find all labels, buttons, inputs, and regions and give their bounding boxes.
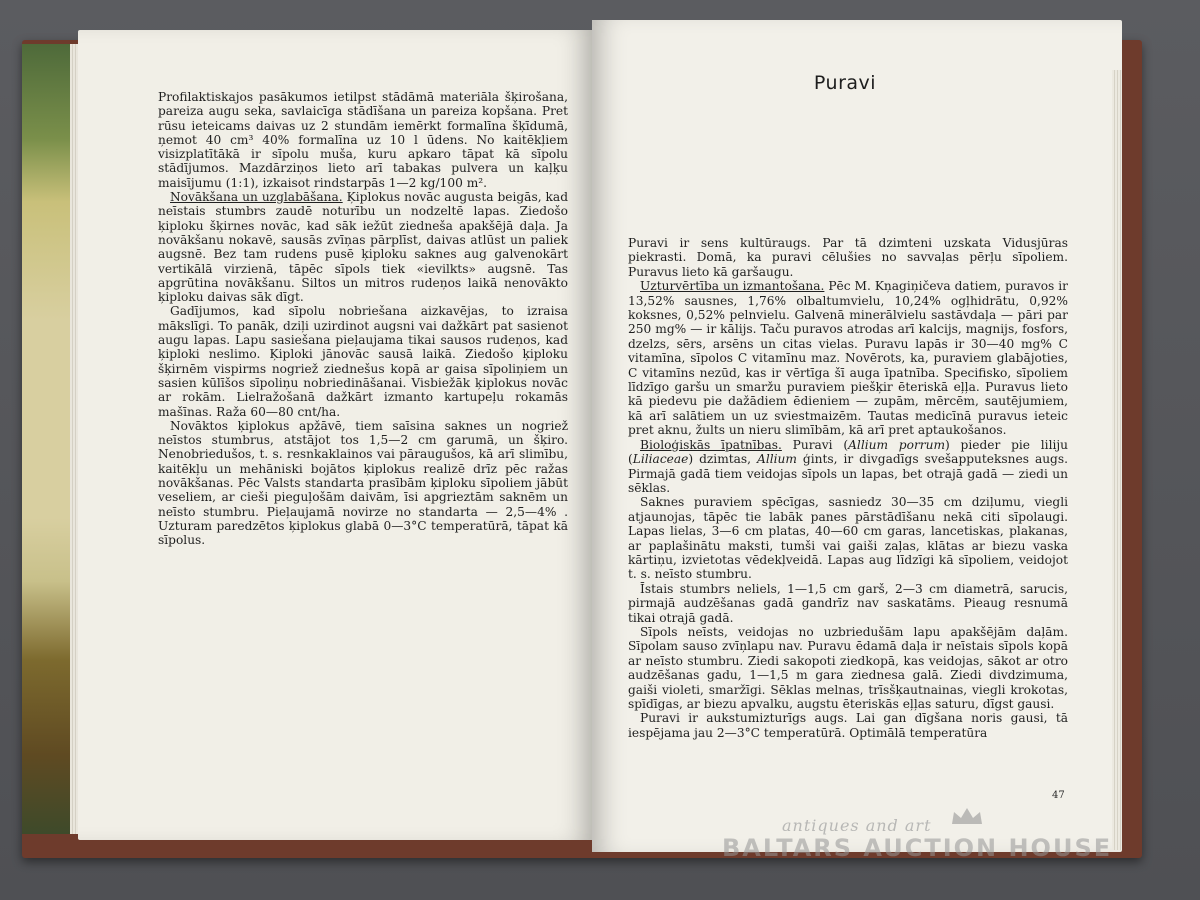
- harvest-heading: Novākšana un uzglabāšana.: [170, 190, 343, 205]
- left-paragraph-2: [158, 190, 568, 304]
- biology-text-c: ) dzimtas,: [688, 452, 758, 467]
- genus-name: Allium: [757, 452, 797, 467]
- right-paragraph-5: Īstais stumbrs neliels, 1—1,5 cm garš, 2—3 cm diametrā, sarucis, pirmajā audzēšanas gadā gandrīz nav saskatāms. Pieaug resnumā tikai otrajā gadā.: [628, 581, 1068, 625]
- biology-text-b: ) pieder pie liliju (: [628, 437, 1068, 467]
- species-name: Allium porrum: [848, 437, 946, 452]
- nutrition-heading: Uzturvērtība un izmantošana.: [640, 279, 825, 294]
- biology-text-d: ģints, ir divgadīgs svešapputeksnes augs. Pirmajā gadā tiem veidojas sīpols un lapas, bet otrajā gadā — ziedi un sēklas.: [628, 452, 1068, 495]
- left-page-text: [158, 90, 568, 548]
- biology-heading: Bioloģiskās īpatnības.: [640, 437, 782, 452]
- watermark-tagline: antiques and art: [782, 816, 932, 835]
- harvest-text: Ķiplokus novāc augusta beigās, kad neīstais stumbrs zaudē noturību un nodzeltē lapas. Ziedošo ķiploku šķirnes novāc, kad sāk iežūt ziedneša apakšējā daļa. Ja novākšanu nokavē, sausās zvīņas pārplīst, daivas atlūst un paliek augsnē. Bez tam rudens pusē ķiploku saknes aug galvenokārt vertikālā virzienā, tāpēc sīpols tiek «ievilkts» augsnē. Tas apgrūtina novākšanu. Siltos un mitros rudeņos laikā nenovākto ķiploku daivas sāk dīgt.: [158, 190, 569, 305]
- biology-text-a: Puravi (: [781, 437, 849, 452]
- right-paragraph-7: Puravi ir aukstumizturīgs augs. Lai gan dīgšana noris gausi, tā iespējama jau 2—3°C temperatūrā. Optimālā temperatūra: [628, 711, 1068, 740]
- crown-icon: [950, 806, 984, 826]
- left-paragraph-1: Profilaktiskajos pasākumos ietilpst stādāmā materiāla šķirošana, pareiza augu seka, savlaicīga stādīšana un pareiza kopšana. Pret rūsu ieteicams daivas uz 2 stundām iemērkt formalīna šķīdumā, ņemot 40 cm³ 40% formalīna uz 10 l ūdens. No kaitēkļiem visizplatītākā ir sīpolu muša, kuru apkaro tāpat kā sīpolu stādījumos. Mazdārziņos lieto arī tabakas pulvera un kaļķu maisījumu (1:1), izkaisot rindstarpās 1—2 kg/100 m².: [158, 90, 568, 190]
- right-paragraph-6: Sīpols neīsts, veidojas no uzbriedušām lapu apakšējām daļām. Sīpolam sauso zvīņlapu nav. Puravu ēdamā daļa ir neīstais sīpols kopā ar neīsto stumbru. Ziedi sakopoti ziedkopā, kas veidojas, sākot ar otro audzēšanas gadu, 1—1,5 m gara ziednesa galā. Ziedi divdzimuma, gaiši violeti, smaržīgi. Sēklas melnas, trīsšķautnainas, viegli krokotas, spīdīgas, ar biezu apvalku, augstu ēteriskās eļļas saturu, dīgst gausi.: [628, 624, 1068, 711]
- page-title: Puravi: [813, 72, 877, 94]
- left-paragraph-4: Novāktos ķiplokus apžāvē, tiem saīsina saknes un nogriež neīstos stumbrus, atstājot tos 1,5—2 cm garumā, un šķiro. Nenobriedušos, t. s. resnkaklainos vai pāraugušos, kā arī slimību, kaitēkļu un mehāniski bojātos ķiplokus realizē drīz pēc ražas novākšanas. Pēc Valsts standarta prasībām ķiploku sīpoliem jābūt veseliem, ar cieši pieguļošām daivām, īsi apgrieztām saknēm un neīsto stumbru. Pieļaujamā novirze no standarta — 2,5—4% . Uzturam paredzētos ķiplokus glabā 0—3°C temperatūrā, tāpat kā sīpolus.: [158, 418, 568, 548]
- nutrition-text: Pēc M. Kņagiņičeva datiem, puravos ir 13,52% sausnes, 1,76% olbaltumvielu, 10,24% ogļhidrātu, 0,92% koksnes, 0,52% pelnvielu. Galvenā minerālvielu sastāvdaļa — pāri par 250 mg% — ir kālijs. Taču puravos atrodas arī kalcijs, magnijs, fosfors, dzelzs, sērs, arsēns un citas vielas. Puravu lapās ir 30—40 mg% C vitamīna, sīpolos C vitamīnu maz. Novērots, ka, puraviem glabājoties, C vitamīns nezūd, kas ir vērtīga šī auga īpatnība. Specifisko, sīpoliem līdzīgo garšu un smaržu puraviem piešķir ēteriskā eļļa. Puravus lieto kā piedevu pie dažādiem ēdieniem — zupām, mērcēm, sautējumiem, kā arī salātiem un uz sviestmaizēm. Tautas medicīnā puravus ieteic pret aknu, žults un nieru slimībām, kā arī pret aptaukošanos.: [628, 279, 1068, 438]
- watermark-brand: BALTARS AUCTION HOUSE: [722, 834, 1113, 862]
- right-page-text: [628, 236, 1068, 740]
- page-number: 47: [1052, 790, 1065, 801]
- right-paragraph-1: Puravi ir sens kultūraugs. Par tā dzimteni uzskata Vidusjūras piekrasti. Domā, ka puravi cēlušies no savvaļas pērļu sīpoliem. Puravus lieto kā garšaugu.: [628, 236, 1068, 279]
- left-paragraph-3: Gadījumos, kad sīpolu nobriešana aizkavējas, to izraisa mākslīgi. To panāk, dziļi uzirdinot augsni vai dažkārt pat sasienot augu lapas. Lapu sasiešana pieļaujama tikai sausos rudeņos, kad ķiploki neslimo. Ķiploki jānovāc sausā laikā. Ziedošo ķiploku šķirnēm vispirms nogriež ziednešus kopā ar gaisa sīpoliņiem un sasien kūlīšos sīpoliņu nobriedināšanai. Visbiežāk ķiplokus novāc ar rokām. Lielražošanā dažkārt izmanto kartupeļu rokamās mašīnas. Raža 60—80 cnt/ha.: [158, 304, 568, 419]
- right-paragraph-2: [628, 279, 1068, 437]
- right-page-stack: [1112, 70, 1122, 850]
- right-paragraph-3: [628, 438, 1068, 496]
- right-paragraph-4: Saknes puraviem spēcīgas, sasniedz 30—35 cm dziļumu, viegli atjaunojas, tāpēc tie labāk panes pārstādīšanu nekā citi sīpolaugi. Lapas lielas, 3—6 cm platas, 40—60 cm garas, lancetiskas, plakanas, ar paplašinātu maksti, tumši vai gaiši zaļas, klātas ar biezu vaska kārtiņu, izvietotas vēdekļveidā. Lapas aug līdzīgi kā sīpoliem, veidojot t. s. neīsto stumbru.: [628, 495, 1068, 582]
- family-name: Liliaceae: [632, 452, 689, 467]
